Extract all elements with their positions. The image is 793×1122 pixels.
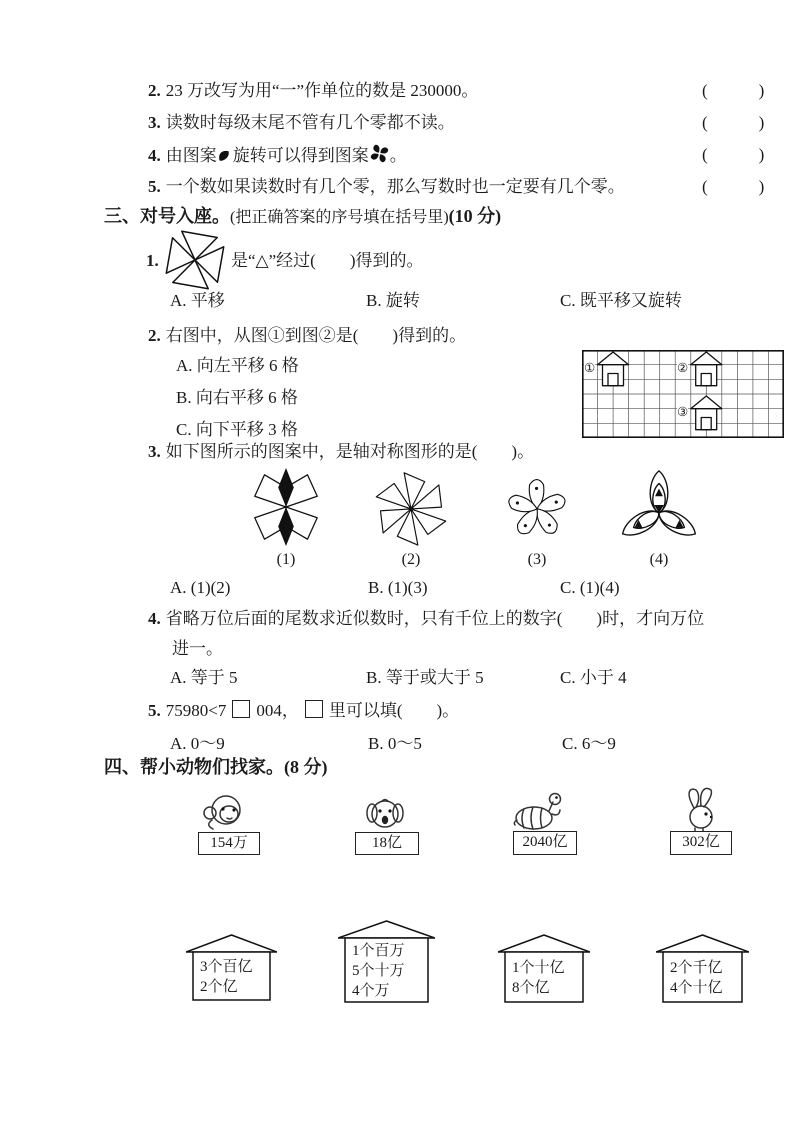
rabbit-sign: 302亿 xyxy=(670,831,732,855)
q5-options xyxy=(0,733,793,757)
figure-1-star xyxy=(247,466,325,548)
grid-house-3 xyxy=(691,396,722,430)
question-text: 5. 75980<7 004， 里可以填( )。 xyxy=(148,701,460,720)
q1-options xyxy=(0,290,793,314)
figure-label-2: (2) xyxy=(401,551,421,568)
option-b: B. 旋转 xyxy=(366,291,420,310)
q4-options xyxy=(0,667,793,691)
house-line: 1个十亿 xyxy=(512,960,565,976)
judge-item-text: 5. 一个数如果读数时有几个零，那么写数时也一定要有几个零。 xyxy=(148,177,625,196)
rabbit-illustration xyxy=(672,786,724,832)
option-b: B. 等于或大于 5 xyxy=(366,668,484,687)
question-number: 1. xyxy=(146,251,159,270)
fill-in-box xyxy=(305,700,323,718)
house-1 xyxy=(186,934,277,1002)
house-2 xyxy=(338,920,435,1004)
question-number: 3. xyxy=(148,113,161,132)
option-a: A. 等于 5 xyxy=(170,668,238,687)
answer-bracket: ( ) xyxy=(702,177,765,196)
question-number: 5. xyxy=(148,177,161,196)
question-number: 2. xyxy=(148,81,161,100)
option-c: C. (1)(4) xyxy=(560,578,620,597)
house-line: 1个百万 xyxy=(352,943,405,959)
option-c: C. 小于 4 xyxy=(560,668,627,687)
house-line: 3个百亿 xyxy=(200,959,253,975)
four-petal-pattern-icon xyxy=(370,144,389,163)
question-text: 4. 省略万位后面的尾数求近似数时，只有千位上的数字( )时，才向万位 xyxy=(148,609,705,628)
section3-title: 三、对号入座。(把正确答案的序号填在括号里)(10 分) xyxy=(104,206,502,226)
dog-sign: 18亿 xyxy=(355,832,419,855)
house-line: 5个十万 xyxy=(352,963,405,979)
section4-title: 四、帮小动物们找家。(8 分) xyxy=(104,757,328,777)
figure-2-pinwheel xyxy=(372,466,450,548)
option-a: A. 平移 xyxy=(170,291,225,310)
option-a: A. 向左平移 6 格 xyxy=(176,356,299,375)
house-line: 8个亿 xyxy=(512,980,550,996)
fill-in-box xyxy=(232,700,250,718)
q3-options xyxy=(0,577,793,601)
answer-bracket: ( ) xyxy=(702,145,765,164)
figure-label-1: (1) xyxy=(276,551,296,568)
question-text-line2: 进一。 xyxy=(172,639,223,658)
judge-item-5 xyxy=(0,176,793,200)
judge-item-4 xyxy=(0,144,793,168)
question-text: 是“△”经过( )得到的。 xyxy=(231,251,424,270)
option-c: C. 既平移又旋转 xyxy=(560,291,682,310)
judge-item-text: 3. 读数时每级末尾不管有几个零都不读。 xyxy=(148,113,455,132)
grid-label-1: ① xyxy=(584,361,596,375)
figure-4-triquetra xyxy=(620,466,698,548)
option-c: C. 6～9 xyxy=(562,734,616,753)
turtle-illustration xyxy=(508,789,568,831)
turtle-sign: 2040亿 xyxy=(513,831,577,855)
option-c: C. 向下平移 3 格 xyxy=(176,420,298,439)
grid-house-2 xyxy=(691,352,722,386)
house-3 xyxy=(498,934,590,1004)
judge-item-3 xyxy=(0,112,793,136)
judge-item-2 xyxy=(0,80,793,104)
grid-label-3: ③ xyxy=(677,405,689,419)
option-b: B. 0～5 xyxy=(368,734,422,753)
pinwheel-figure xyxy=(163,228,227,292)
figure-3-flower xyxy=(500,468,574,546)
figure-label-3: (3) xyxy=(527,551,547,568)
judge-item-text: 4. 由图案 旋转可以得到图案 。 xyxy=(148,146,407,165)
answer-bracket: ( ) xyxy=(702,113,765,132)
house-4 xyxy=(656,934,749,1004)
house-line: 4个十亿 xyxy=(670,980,723,996)
dog-illustration xyxy=(360,794,410,832)
option-b: B. 向右平移 6 格 xyxy=(176,388,298,407)
petal-icon xyxy=(218,149,232,163)
judge-item-text: 2. 23 万改写为用“一”作单位的数是 230000。 xyxy=(148,81,479,100)
option-a: A. (1)(2) xyxy=(170,578,231,597)
question-text: 2. 右图中，从图①到图②是( )得到的。 xyxy=(148,326,467,345)
option-b: B. (1)(3) xyxy=(368,578,428,597)
grid-label-2: ② xyxy=(677,361,689,375)
option-a: A. 0～9 xyxy=(170,734,225,753)
grid-house-1 xyxy=(598,352,629,386)
monkey-sign: 154万 xyxy=(198,832,260,855)
answer-bracket: ( ) xyxy=(702,81,765,100)
house-line: 4个万 xyxy=(352,983,390,999)
house-line: 2个千亿 xyxy=(670,960,723,976)
question-number: 4. xyxy=(148,146,161,165)
figure-label-4: (4) xyxy=(649,551,669,568)
monkey-illustration xyxy=(198,792,258,832)
question-text: 3. 如下图所示的图案中，是轴对称图形的是( )。 xyxy=(148,442,535,461)
grid-figure xyxy=(582,350,784,438)
house-line: 2个亿 xyxy=(200,979,238,995)
